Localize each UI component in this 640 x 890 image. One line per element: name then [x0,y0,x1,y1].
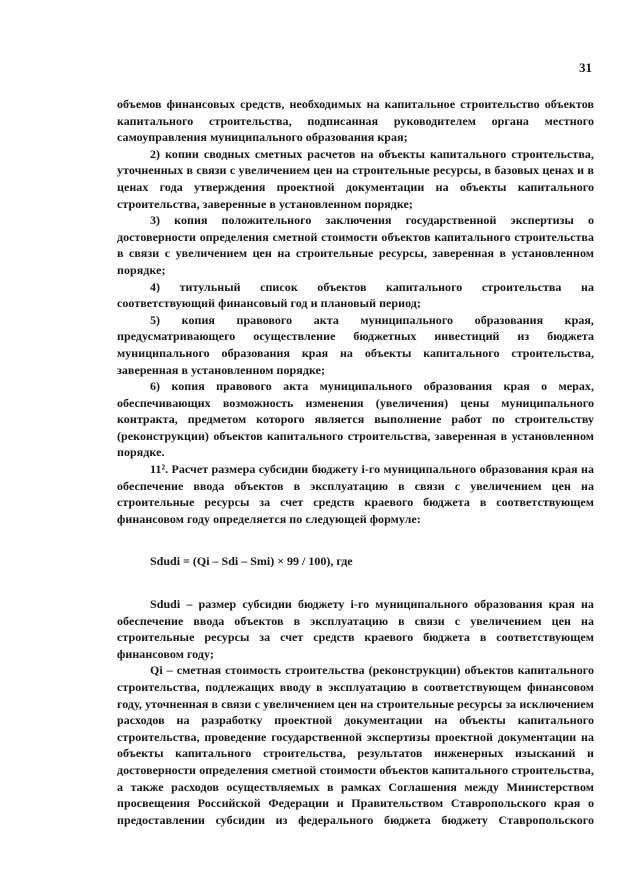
paragraph-item-5: 5) копия правового акта муниципального образования края, предусматривающего осуществление бюджетных инвестиций из бюджета муниципального образования края на объекты капитального строительства, заверенная в установленном порядке; [117,312,594,377]
page-number: 31 [579,60,592,75]
definition-sdudi: Sdudi – размер субсидии бюджету i-го муниципального образования края на обеспечение ввода объектов в эксплуатацию в связи с увеличением цен на строительные ресурсы за счет средств краевого бюджета в соответствующем финансовом году; [117,597,594,661]
subsidy-formula: Sdudi = (Qi – Sdi – Smi) × 99 / 100), где [150,554,353,569]
paragraph-item-6: 6) копия правового акта муниципального образования края о мерах, обеспечивающих возможность изменения (увеличения) цены муниципального контракта, предметом которого является выполнение работ по строительству (реконструкции) объектов капитального строительства, заверенная в установленном порядке. [117,379,594,460]
main-text [117,96,594,828]
paragraph-clause-11-2: 11². Расчет размера субсидии бюджету i-го муниципального образования края на обеспечение ввода объектов в эксплуатацию в связи с увеличением цен на строительные ресурсы за счет средств краевого бюджета в соответствующем финансовом году определяется по следующей формуле: [117,462,594,526]
definition-qi: Qi – сметная стоимость строительства (реконструкции) объектов капитального строительства, подлежащих вводу в эксплуатацию в соответствующем финансовом году, уточненная в связи с увеличением цен на строительные ресурсы за исключением расходов на разработку проектной документации на объекты капитального строительства, проведение государственной экспертизы проектной документации на объекты капитального строительства, результатов инженерных изысканий и достоверности определения сметной стоимости объектов капитального строительства, а также расходов осуществляемых в рамках Соглашения между Министерством просвещения Российской Федерации и Правительством Ставропольского края о предоставлении субсидии из федерального бюджета бюджету Ставропольского [117,663,594,827]
paragraph-item-4: 4) титульный список объектов капитального строительства на соответствующий финансовый год и плановый период; [117,279,594,311]
paragraph-item-2: 2) копии сводных сметных расчетов на объекты капитального строительства, уточненных в связи с увеличением цен на строительные ресурсы, в базовых ценах и в ценах года утверждения проектной документации на объекты капитального строительства, заверенные в установленном порядке; [117,146,594,211]
paragraph-continuation: объемов финансовых средств, необходимых на капитальное строительство объектов капитального строительства, подписанная руководителем органа местного самоуправления муниципального образования края; [117,97,594,145]
paragraph-item-3: 3) копия положительного заключения государственной экспертизы о достоверности определения сметной стоимости объектов капитального строительства в связи с увеличением цен на строительные ресурсы, заверенная в установленном порядке; [117,213,594,277]
